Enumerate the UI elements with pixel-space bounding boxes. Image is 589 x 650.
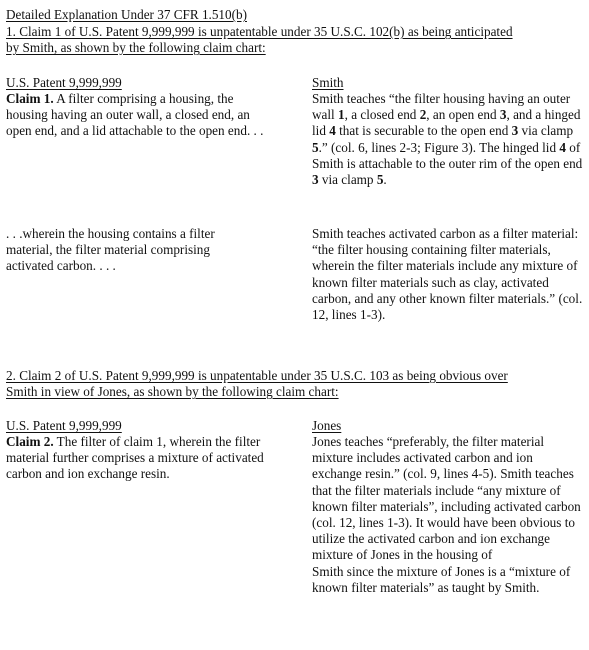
smith-text: , and a hinged lid	[312, 107, 581, 139]
section2-row1-left	[6, 434, 274, 483]
section1-row2-left: . . .wherein the housing contains a filter material, the filter material comprising activated carbon. . . .	[6, 226, 215, 274]
smith-text: via clamp	[518, 123, 574, 139]
claim2-text: The filter of claim 1, wherein the filter material further comprises a mixture of activated carbon and ion exchange resin.	[6, 434, 264, 482]
section2-right-header: Jones	[312, 418, 342, 433]
ref-numeral: 4	[559, 139, 566, 155]
smith-text: , a closed end	[344, 107, 420, 123]
smith-text: , an open end	[426, 107, 500, 123]
claim1-text: A filter comprising a housing, the housing having an outer wall, a closed end, an open end, and a lid attachable to the open end. . .	[6, 91, 264, 139]
section2-intro-line1: 2. Claim 2 of U.S. Patent 9,999,999 is unpatentable under 35 U.S.C. 103 as being obvious over	[6, 368, 508, 383]
smith-text: Smith teaches “the filter housing having an outer wall	[312, 91, 571, 123]
document-heading: Detailed Explanation Under 37 CFR 1.510(b)	[6, 7, 247, 22]
smith-text: .	[383, 172, 387, 188]
section1-left-header: U.S. Patent 9,999,999	[6, 75, 122, 90]
section1-row1-right	[312, 91, 584, 188]
section1-intro-line1: 1. Claim 1 of U.S. Patent 9,999,999 is unpatentable under 35 U.S.C. 102(b) as being anticipated	[6, 24, 513, 39]
ref-numeral: 2	[419, 107, 427, 123]
ref-numeral: 5	[312, 139, 319, 155]
smith-text: .” (col. 6, lines 2-3; Figure 3). The hinged lid	[318, 139, 560, 155]
section2-row1-right	[312, 434, 582, 596]
section2-left-header: U.S. Patent 9,999,999	[6, 418, 122, 433]
ref-numeral: 1	[338, 107, 345, 123]
claim1-label: Claim 1.	[6, 91, 54, 106]
claim2-label: Claim 2.	[6, 434, 54, 449]
ref-numeral: 3	[511, 123, 519, 139]
section2-intro-line2: Smith in view of Jones, as shown by the following claim chart:	[6, 384, 339, 399]
ref-numeral: 5	[376, 172, 384, 188]
ref-numeral: 3	[499, 107, 507, 123]
smith-text: of Smith is attachable to the outer rim of the open end	[312, 139, 583, 171]
jones-text: Jones teaches “preferably, the filter material mixture includes activated carbon and ion exchange resin.” (col. 9, lines 4-5). Smith teaches that the filter materials include “any mixture of known filter materials”, including activated carbon (col. 12, lines 1-3). It would have been obvious to utilize the activated carbon and ion exchange mixture of Jones in the housing of	[312, 434, 581, 563]
section1-intro-line2: by Smith, as shown by the following claim chart:	[6, 40, 266, 55]
jones-text-continued: Smith since the mixture of Jones is a “mixture of known filter materials” as taught by Smith.	[312, 563, 571, 595]
section1-right-header: Smith	[312, 75, 344, 90]
section1-row2-right: Smith teaches activated carbon as a filter material: “the filter housing containing filter materials, wherein the filter materials include any mixture of known filter materials such as clay, activated carbon, and any other known filter materials.” (col. 12, lines 1-3).	[312, 226, 583, 323]
ref-numeral: 3	[312, 172, 319, 188]
ref-numeral: 4	[329, 123, 336, 139]
section1-row1-left	[6, 91, 278, 140]
smith-text: that is securable to the open end	[335, 123, 512, 139]
smith-text: via clamp	[318, 172, 377, 188]
